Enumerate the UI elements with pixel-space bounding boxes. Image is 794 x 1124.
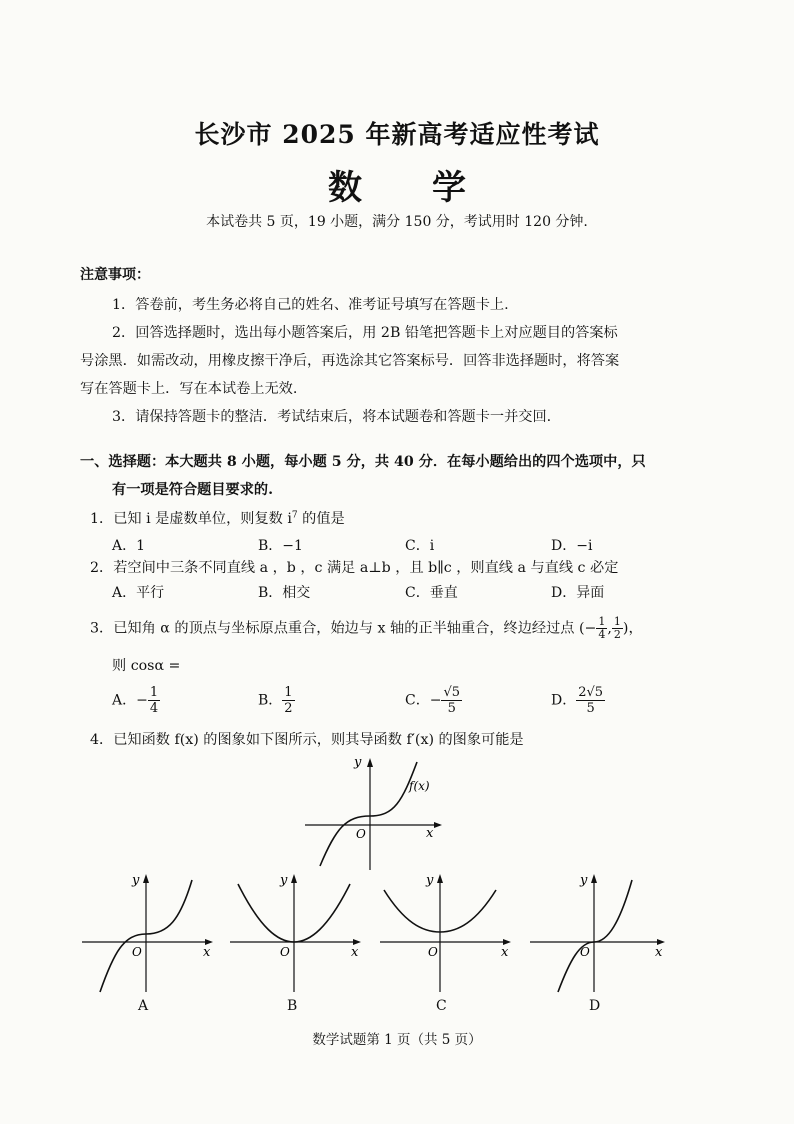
q1-option-a[interactable]: A．1	[112, 538, 146, 554]
q3-option-b[interactable]: B． $\frac{1}{2}$	[258, 685, 293, 716]
q3-point-x-fraction: $\frac{1}{4}$	[598, 615, 606, 641]
q1-stem-a: 1．已知 i 是虚数单位，则复数 i	[90, 511, 292, 527]
q3-option-a[interactable]: A．− $\frac{1}{4}$	[112, 685, 159, 716]
graph-b-label: B	[287, 998, 298, 1014]
option-graph-b[interactable]	[228, 870, 368, 995]
main-x-arrow-icon	[434, 822, 442, 828]
q1-option-b[interactable]: B．−1	[258, 538, 303, 554]
graph-d-label: D	[589, 998, 601, 1014]
question-2-stem: 2．若空间中三条不同直线 a ，b ，c 满足 a⊥b ，且 b∥c ，则直线 a 与直线 c 必定	[90, 560, 619, 576]
q3-close: )，	[622, 620, 643, 637]
graph-a-y-arrow-icon	[143, 874, 149, 883]
notice-line-3: 号涂黑．如需改动，用橡皮擦干净后，再选涂其它答案标号．回答非选择题时，将答案	[80, 353, 620, 369]
q3-point-y-fraction: $\frac{1}{2}$	[613, 615, 621, 641]
q3-stem-text: 3．已知角 α 的顶点与坐标原点重合，始边与 x 轴的正半轴重合，终边经过点 (−	[90, 620, 597, 637]
section-heading-line-1: 一、选择题：本大题共 8 小题，每小题 5 分，共 40 分．在每小题给出的四个选项中，只	[80, 454, 646, 470]
notice-line-5: 3．请保持答题卡的整洁．考试结束后，将本试题卷和答题卡一并交回.	[112, 409, 552, 425]
q2-option-b[interactable]: B．相交	[258, 585, 311, 601]
option-graph-a[interactable]	[80, 870, 220, 995]
question-4-stem: 4．已知函数 f(x) 的图象如下图所示，则其导函数 f′(x) 的图象可能是	[90, 732, 524, 748]
q2-option-d[interactable]: D．异面	[551, 585, 605, 601]
graph-b-origin: O	[280, 945, 290, 959]
q3-sep: ,	[607, 620, 612, 637]
q1-option-d[interactable]: D．−i	[551, 538, 593, 554]
page-footer: 数学试题第 1 页（共 5 页）	[312, 1032, 482, 1048]
graph-c-y-label: y	[426, 873, 434, 888]
q2-option-c[interactable]: C．垂直	[405, 585, 458, 601]
graph-a-x-label: x	[203, 945, 211, 960]
main-curve	[320, 762, 417, 866]
main-origin-label: O	[356, 827, 366, 841]
graph-d-y-arrow-icon	[591, 874, 597, 883]
graph-d-origin: O	[580, 945, 590, 959]
q3-then: 则 cosα =	[112, 658, 181, 674]
q1-exponent: 7	[291, 510, 298, 521]
graph-a-label: A	[138, 998, 149, 1014]
graph-d-x-label: x	[655, 945, 663, 960]
graph-d-y-label: y	[580, 873, 588, 888]
main-x-label: x	[426, 826, 434, 841]
main-y-label: y	[354, 755, 362, 770]
graph-b-y-arrow-icon	[291, 874, 297, 883]
question-1-stem	[90, 508, 345, 528]
notice-line-2: 2．回答选择题时，选出每小题答案后，用 2B 铅笔把答题卡上对应题目的答案标	[112, 325, 618, 341]
main-curve-label: f(x)	[409, 779, 430, 793]
option-graph-c[interactable]	[378, 870, 518, 995]
exam-info: 本试卷共 5 页，19 小题，满分 150 分，考试用时 120 分钟.	[206, 214, 588, 230]
notice-line-4: 写在答题卡上．写在本试卷上无效.	[80, 381, 298, 397]
graph-b-x-label: x	[351, 945, 359, 960]
graph-c-label: C	[436, 998, 447, 1014]
graph-c-origin: O	[428, 945, 438, 959]
q1-option-c[interactable]: C．i	[405, 538, 435, 554]
q1-stem-b: 的值是	[297, 511, 345, 527]
notice-heading: 注意事项：	[80, 267, 150, 283]
q3-option-d[interactable]: D． $\frac{2√5}{5}$	[551, 685, 604, 716]
section-heading-line-2: 有一项是符合题目要求的.	[112, 482, 274, 498]
main-function-graph	[300, 752, 450, 872]
question-3-stem	[90, 616, 643, 641]
graph-a-origin: O	[132, 945, 142, 959]
q3-option-c[interactable]: C．− $\frac{√5}{5}$	[405, 685, 461, 716]
graph-a-y-label: y	[132, 873, 140, 888]
graph-c-y-arrow-icon	[437, 874, 443, 883]
graph-c-x-label: x	[501, 945, 509, 960]
notice-line-1: 1．答卷前，考生务必将自己的姓名、准考证号填写在答题卡上.	[112, 297, 509, 313]
exam-title: 长沙市 2025 年新高考适应性考试	[194, 120, 600, 149]
graph-b-y-label: y	[280, 873, 288, 888]
main-y-arrow-icon	[367, 758, 373, 767]
q2-option-a[interactable]: A．平行	[112, 585, 165, 601]
option-graph-d[interactable]	[528, 870, 673, 995]
subject-title: 数学	[328, 168, 536, 208]
